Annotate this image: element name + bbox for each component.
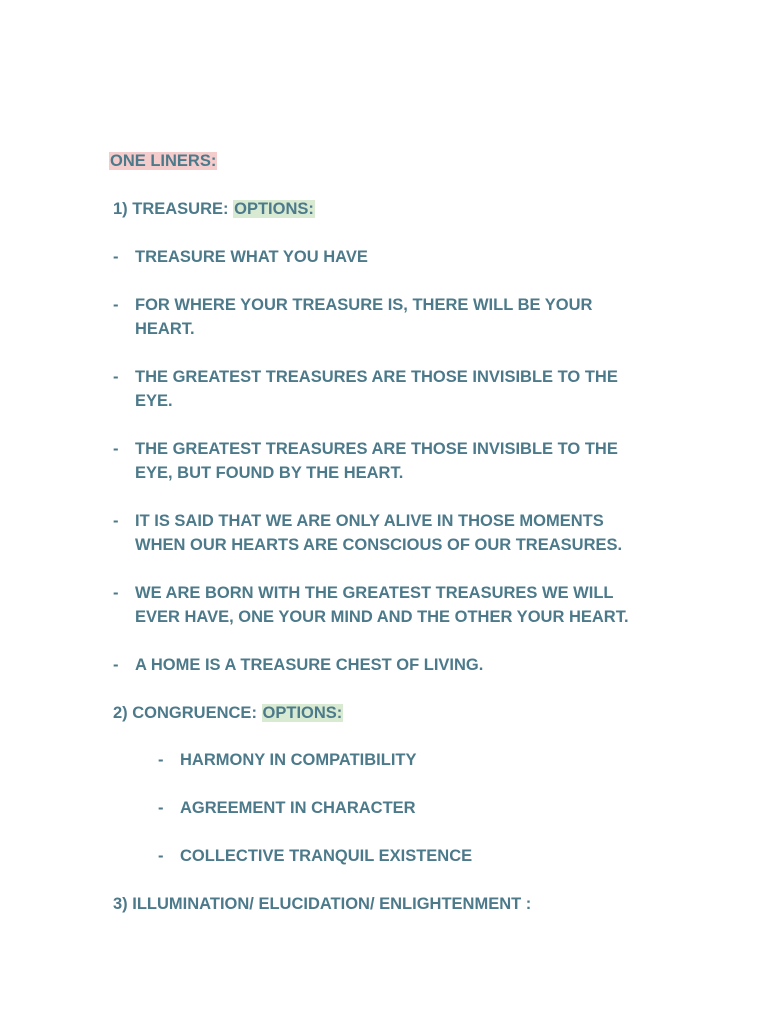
section-3-title: [113, 892, 531, 916]
list-item-text-line-1: IT IS SAID THAT WE ARE ONLY ALIVE IN THOSE MOMENTS: [135, 512, 604, 530]
list-item-text-line-1: THE GREATEST TREASURES ARE THOSE INVISIBLE TO THE: [135, 440, 618, 458]
list-item-text-line-1: WE ARE BORN WITH THE GREATEST TREASURES WE WILL: [135, 584, 614, 602]
bullet-dash: -: [113, 584, 119, 602]
bullet-dash: -: [113, 368, 119, 386]
section-2-title: [113, 701, 343, 725]
bullet-dash: -: [113, 296, 119, 314]
section-2-options-label: OPTIONS:: [262, 704, 343, 722]
list-item-text: A HOME IS A TREASURE CHEST OF LIVING.: [135, 656, 484, 674]
bullet-dash: -: [113, 248, 119, 266]
list-item-text-line-2: EYE, BUT FOUND BY THE HEART.: [135, 464, 404, 482]
list-item-text-line-1: FOR WHERE YOUR TREASURE IS, THERE WILL BE YOUR: [135, 296, 593, 314]
bullet-dash: -: [158, 799, 164, 817]
section-2-title-text: CONGRUENCE:: [132, 704, 262, 722]
list-item-text: AGREEMENT IN CHARACTER: [180, 799, 416, 817]
heading: [109, 149, 217, 173]
bullet-dash: -: [113, 656, 119, 674]
bullet-dash: -: [113, 512, 119, 530]
section-3-number: 3): [113, 895, 128, 913]
list-item-text-line-2: HEART.: [135, 320, 195, 338]
section-1-options-label: OPTIONS:: [234, 200, 314, 218]
section-1-title: [113, 197, 315, 221]
list-item-text-line-2: EVER HAVE, ONE YOUR MIND AND THE OTHER YOUR HEART.: [135, 608, 629, 626]
list-item-text-line-2: EYE.: [135, 392, 173, 410]
list-item-text-line-2: WHEN OUR HEARTS ARE CONSCIOUS OF OUR TREASURES.: [135, 536, 623, 554]
heading-text: ONE LINERS:: [110, 152, 217, 170]
bullet-dash: -: [158, 751, 164, 769]
list-item-text: HARMONY IN COMPATIBILITY: [180, 751, 417, 769]
section-1-title-text: TREASURE:: [132, 200, 234, 218]
bullet-dash: -: [158, 847, 164, 865]
list-item-text: TREASURE WHAT YOU HAVE: [135, 248, 368, 266]
list-item-text-line-1: THE GREATEST TREASURES ARE THOSE INVISIBLE TO THE: [135, 368, 618, 386]
list-item-text: COLLECTIVE TRANQUIL EXISTENCE: [180, 847, 473, 865]
section-3-title-text: ILLUMINATION/ ELUCIDATION/ ENLIGHTENMENT :: [132, 895, 532, 913]
section-1-number: 1): [113, 200, 128, 218]
section-2-number: 2): [113, 704, 128, 722]
bullet-dash: -: [113, 440, 119, 458]
